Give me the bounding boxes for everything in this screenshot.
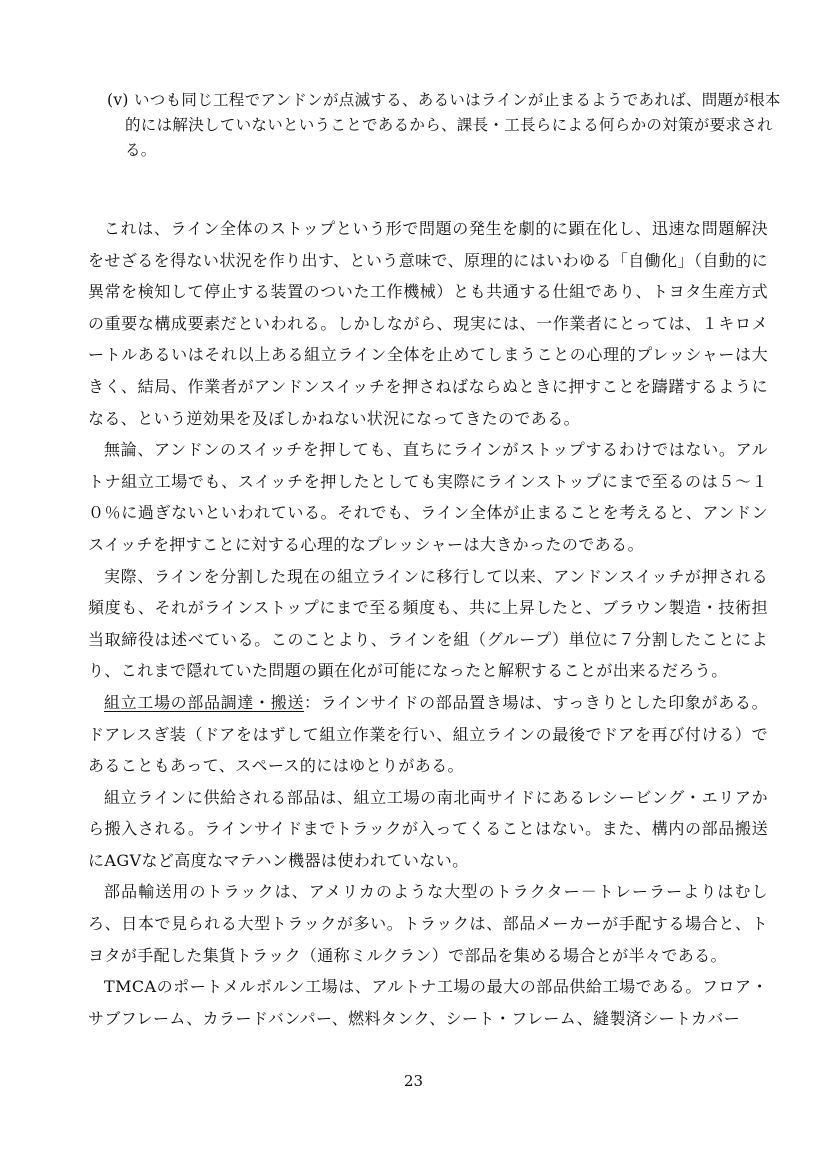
paragraph: 組立ラインに供給される部品は、組立工場の南北両サイドにあるレシービング・エリアから搬入される。ラインサイドまでトラックが入ってくることはない。また、構内の部品搬送にAGVなど高度なマテハン機器は使われていない。 xyxy=(88,787,768,870)
paragraph: TMCAのポートメルボルン工場は、アルトナ工場の最大の部品供給工場である。フロア・サブフレーム、カラードバンパー、燃料タンク、シート・フレーム、縫製済シートカバー xyxy=(88,977,768,1028)
paragraph: 実際、ラインを分割した現在の組立ラインに移行して以来、アンドンスイッチが押される頻度も、それがラインストップにまで至る頻度も、共に上昇したと、ブラウン製造・技術担当取締役は述べている。このことより、ラインを組（グループ）単位に７分割したことにより、これまで隠れていた問題の顕在化が可能になったと解釈することが出来るだろう。 xyxy=(88,566,768,681)
page-number: 23 xyxy=(403,1072,424,1090)
body-text xyxy=(88,213,768,1034)
section-heading: 組立工場の部品調達・搬送 xyxy=(104,692,305,712)
paragraph: これは、ライン全体のストップという形で問題の発生を劇的に顕在化し、迅速な問題解決をせざるを得ない状況を作り出す、という意味で、原理的にはいわゆる「自働化」（自動的に異常を検知して停止する装置のついた工作機械）とも共通する仕組であり、トヨタ生産方式の重要な構成要素だといわれる。しかしながら、現実には、一作業者にとっては、１キロメートルあるいはそれ以上ある組立ライン全体を止めてしまうことの心理的プレッシャーは大きく、結局、作業者がアンドンスイッチを押さねばならぬときに押すことを躊躇するようになる、という逆効果を及ぼしかねない状況になってきたのである。 xyxy=(88,219,768,428)
paragraph: 部品輸送用のトラックは、アメリカのような大型のトラクター－トレーラーよりはむしろ、日本で見られる大型トラックが多い。トラックは、部品メーカーが手配する場合と、トヨタが手配した集貨トラック（通称ミルクラン）で部品を集める場合とが半々である。 xyxy=(88,882,768,965)
list-item-text: いつも同じ工程でアンドンが点滅する、あるいはラインが止まるようであれば、問題が根本的には解決していないということであるから、課長・工長らによる何らかの対策が要求される。 xyxy=(125,91,781,159)
section-separator: ： xyxy=(304,692,321,712)
list-item-v xyxy=(107,88,785,163)
paragraph: 無論、アンドンのスイッチを押しても、直ちにラインがストップするわけではない。アルトナ組立工場でも、スイッチを押したとしても実際にラインストップにまで至るのは５～１０％に過ぎないといわれている。それでも、ライン全体が止まることを考えると、アンドンスイッチを押すことに対する心理的なプレッシャーは大きかったのである。 xyxy=(88,440,768,554)
section-paragraph xyxy=(88,687,768,782)
list-item-label: (v) xyxy=(107,91,129,109)
section-text: ラインサイドの部品置き場は、すっきりとした印象がある。ドアレスぎ装（ドアをはずして組立作業を行い、組立ラインの最後でドアを再び付ける）であることもあって、スペース的にはゆとりがある。 xyxy=(88,692,768,776)
